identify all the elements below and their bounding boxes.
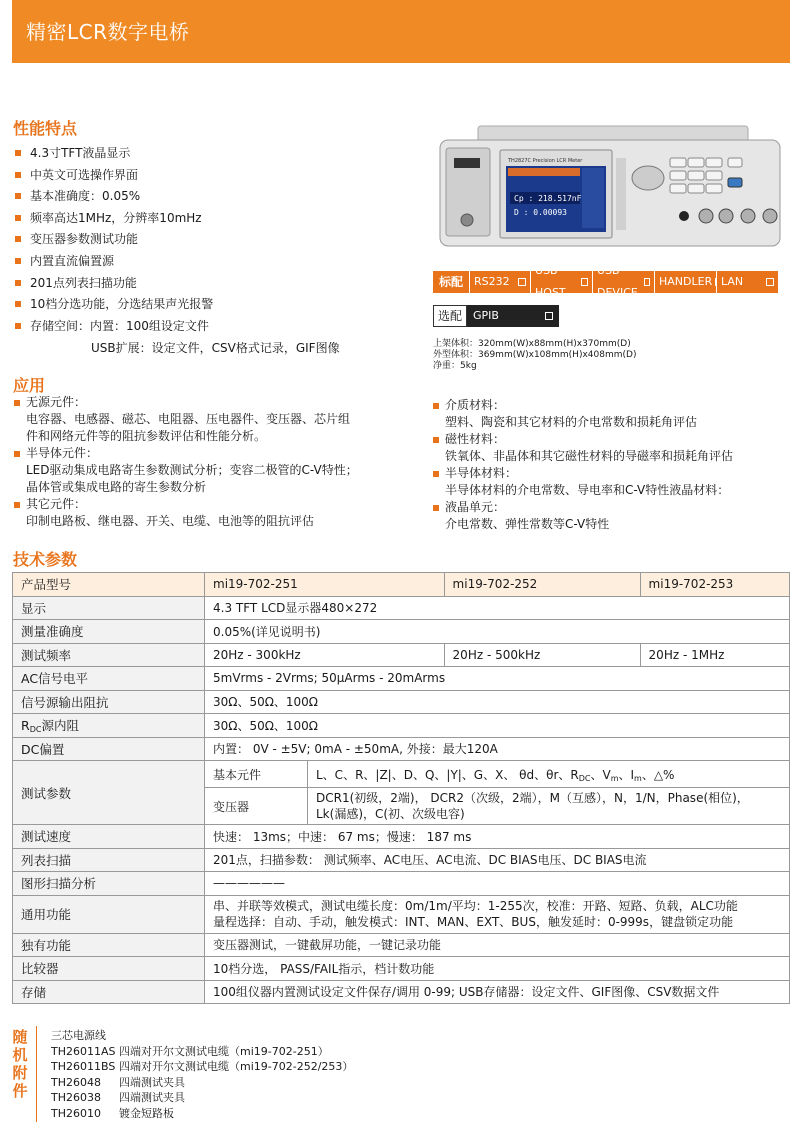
applications-title: 应用 xyxy=(13,376,46,395)
app-body: 铁氧体、非晶体和其它磁性材料的导磁率和损耗角评估 xyxy=(445,449,734,463)
spec-value: 变压器测试，一键截屏功能，一键记录功能 xyxy=(205,933,790,957)
checkbox-icon xyxy=(581,278,588,286)
accessories-list xyxy=(51,1028,353,1121)
bullet-square-icon xyxy=(14,451,20,457)
table-row xyxy=(13,737,790,761)
table-row xyxy=(13,957,790,981)
checkbox-icon xyxy=(545,312,553,320)
spec-value: 串、并联等效模式，测试电缆长度：0m/1m/平均：1-255次，校准：开路、短路、负载，ALC功能 量程选择：自动、手动，触发模式：INT、MAN、EXT、BUS，触发延时：0-999s，键盘锁定功能 xyxy=(205,895,790,933)
bullet-square-icon xyxy=(15,172,21,178)
feature-usb-extra: USB扩展：设定文件，CSV格式记录，GIF图像 xyxy=(91,341,340,355)
bullet-square-icon xyxy=(433,505,439,511)
bullet-square-icon xyxy=(15,280,21,286)
spec-sublabel: 基本元件 xyxy=(205,761,308,788)
table-row xyxy=(13,690,790,714)
spec-label: DC偏置 xyxy=(13,737,205,761)
spec-model: mi19-702-252 xyxy=(444,573,640,597)
spec-label: 信号源输出阻抗 xyxy=(13,690,205,714)
spec-value: —————— xyxy=(205,872,790,896)
app-heading: 液晶单元： xyxy=(433,499,733,516)
features-list xyxy=(14,143,213,337)
table-row xyxy=(13,848,790,872)
spec-label: 测试频率 xyxy=(13,643,205,667)
feature-item: 4.3寸TFT液晶显示 xyxy=(14,143,213,165)
rack-dimensions: 上架体积：320mm(W)x88mm(H)x370mm(D) xyxy=(433,339,631,349)
app-body: 晶体管或集成电路的寄生参数分析 xyxy=(26,480,207,494)
app-body: 件和网络元件等的阻抗参数评估和性能分析。 xyxy=(26,429,267,443)
app-heading: 磁性材料： xyxy=(433,431,733,448)
table-row xyxy=(13,643,790,667)
app-heading: 其它元件： xyxy=(14,496,358,513)
app-heading: 半导体材料： xyxy=(433,465,733,482)
standard-options-label: 标配 xyxy=(433,271,469,293)
spec-label: 独有功能 xyxy=(13,933,205,957)
table-row xyxy=(13,933,790,957)
table-row xyxy=(13,620,790,644)
accessories-divider xyxy=(36,1026,37,1122)
bullet-square-icon xyxy=(15,323,21,329)
spec-label: 测试参数 xyxy=(13,761,205,825)
bullet-square-icon xyxy=(433,437,439,443)
app-body: 电容器、电感器、磁芯、电阻器、压电器件、变压器、芯片组 xyxy=(26,412,351,426)
list-item: TH26011BS 四端对开尔文测试电缆（mi19-702-252/253） xyxy=(51,1060,354,1073)
spec-sublabel: 变压器 xyxy=(205,788,308,825)
spec-value: 10档分选， PASS/FAIL指示，档计数功能 xyxy=(205,957,790,981)
spec-label: 显示 xyxy=(13,596,205,620)
spec-label: AC信号电平 xyxy=(13,667,205,691)
list-item: 三芯电源线 xyxy=(51,1029,106,1042)
option-usb-device: USB DEVICE xyxy=(592,271,654,293)
device-screen-cp: Cp : 218.517nF xyxy=(514,194,582,203)
device-model-text: TH2827C Precision LCR Meter xyxy=(508,158,583,164)
bullet-square-icon xyxy=(15,193,21,199)
list-item: TH26038 四端测试夹具 xyxy=(51,1091,185,1104)
bullet-square-icon xyxy=(15,236,21,242)
checkbox-icon xyxy=(518,278,526,286)
bullet-square-icon xyxy=(433,403,439,409)
spec-value: 0.05%(详见说明书) xyxy=(205,620,790,644)
bullet-square-icon xyxy=(15,258,21,264)
applications-right xyxy=(433,397,733,533)
spec-value: 4.3 TFT LCD显示器480×272 xyxy=(205,596,790,620)
bullet-square-icon xyxy=(15,215,21,221)
checkbox-icon xyxy=(766,278,774,286)
list-item: TH26011AS 四端对开尔文测试电缆（mi19-702-251） xyxy=(51,1044,329,1058)
spec-label: 测量准确度 xyxy=(13,620,205,644)
app-heading: 介质材料： xyxy=(433,397,733,414)
feature-item: 201点列表扫描功能 xyxy=(14,273,213,295)
bullet-square-icon xyxy=(14,502,20,508)
spec-label: 图形扫描分析 xyxy=(13,872,205,896)
list-item: TH26048 四端测试夹具 xyxy=(51,1075,185,1089)
app-heading: 无源元件： xyxy=(14,394,358,411)
spec-model: mi19-702-253 xyxy=(640,573,789,597)
app-body: LED驱动集成电路寄生参数测试分析；变容二极管的C-V特性； xyxy=(26,463,358,477)
spec-label: 通用功能 xyxy=(13,895,205,933)
lcr-meter-illustration xyxy=(436,118,784,252)
bullet-square-icon xyxy=(14,400,20,406)
feature-item: 频率高达1MHz，分辨率10mHz xyxy=(14,208,213,230)
page-title: 精密LCR数字电桥 xyxy=(26,20,190,44)
app-body: 印制电路板、继电器、开关、电缆、电池等的阻抗评估 xyxy=(26,514,315,528)
feature-item: 10档分选功能，分选结果声光报警 xyxy=(14,294,213,316)
features-title: 性能特点 xyxy=(13,119,78,138)
checkbox-icon xyxy=(644,278,650,286)
spec-label: 测试速度 xyxy=(13,825,205,849)
net-weight: 净重：5kg xyxy=(433,361,477,371)
optional-options xyxy=(433,305,559,327)
app-body: 介电常数、弹性常数等C-V特性 xyxy=(445,517,610,531)
specs-title: 技术参数 xyxy=(13,550,78,569)
spec-value: 30Ω、50Ω、100Ω xyxy=(205,714,790,738)
list-item: TH26010 镀金短路板 xyxy=(51,1106,174,1120)
feature-item: 内置直流偏置源 xyxy=(14,251,213,273)
option-usb-host: USB HOST xyxy=(530,271,592,293)
table-row xyxy=(13,761,790,788)
spec-label: $R_{DC}$源内阻 xyxy=(13,714,205,738)
option-handler: HANDLER xyxy=(654,271,716,293)
spec-label: 列表扫描 xyxy=(13,848,205,872)
app-body: 塑料、陶瓷和其它材料的介电常数和损耗角评估 xyxy=(445,415,698,429)
app-body: 半导体材料的介电常数、导电率和C-V特性液晶材料： xyxy=(445,483,730,497)
spec-value: 20Hz - 300kHz xyxy=(205,643,445,667)
table-row xyxy=(13,573,790,597)
table-row xyxy=(13,980,790,1004)
spec-value: L、C、R、|Z|、D、Q、|Y|、G、X、 θd、θr、$R_{DC}$、$V_m$、$I_m$、△% xyxy=(308,761,790,788)
table-row xyxy=(13,714,790,738)
spec-value: 100组仪器内置测试设定文件保存/调用 0-99; USB存储器：设定文件、GIF图像、CSV数据文件 xyxy=(205,980,790,1004)
option-gpib: GPIB xyxy=(467,305,559,327)
outer-dimensions: 外型体积：369mm(W)x108mm(H)x408mm(D) xyxy=(433,350,637,360)
bullet-square-icon xyxy=(433,471,439,477)
feature-item: 中英文可选操作界面 xyxy=(14,165,213,187)
spec-label: 产品型号 xyxy=(13,573,205,597)
optional-options-label: 选配 xyxy=(433,305,467,327)
applications-left xyxy=(14,394,358,530)
spec-value: 201点，扫描参数： 测试频率、AC电压、AC电流、DC BIAS电压、DC BIAS电流 xyxy=(205,848,790,872)
table-row xyxy=(13,872,790,896)
device-screen-d: D : 0.00093 xyxy=(514,208,567,217)
spec-value: 内置： 0V - ±5V; 0mA - ±50mA, 外接：最大120A xyxy=(205,737,790,761)
header-bar xyxy=(12,0,790,63)
specs-table xyxy=(12,572,790,1004)
spec-value: 30Ω、50Ω、100Ω xyxy=(205,690,790,714)
bullet-square-icon xyxy=(15,150,21,156)
table-row xyxy=(13,825,790,849)
table-row xyxy=(13,667,790,691)
spec-model: mi19-702-251 xyxy=(205,573,445,597)
option-lan: LAN xyxy=(716,271,778,293)
dimensions xyxy=(433,339,636,372)
accessories-title: 随 机 附 件 xyxy=(12,1028,28,1100)
option-rs232: RS232 xyxy=(469,271,530,293)
spec-value: 5mVrms - 2Vrms; 50μArms - 20mArms xyxy=(205,667,790,691)
feature-item: 存储空间：内置：100组设定文件 xyxy=(14,316,213,338)
spec-label: 存储 xyxy=(13,980,205,1004)
bullet-square-icon xyxy=(15,301,21,307)
spec-label: 比较器 xyxy=(13,957,205,981)
standard-options xyxy=(433,264,778,299)
app-heading: 半导体元件： xyxy=(14,445,358,462)
feature-item: 变压器参数测试功能 xyxy=(14,229,213,251)
spec-value: DCR1(初级，2端)， DCR2（次级，2端），M（互感），N，1/N，Phase(相位)， Lk(漏感)，C(初、次级电容) xyxy=(308,788,790,825)
feature-item: 基本准确度：0.05% xyxy=(14,186,213,208)
table-row xyxy=(13,895,790,933)
table-row xyxy=(13,596,790,620)
spec-value: 20Hz - 500kHz xyxy=(444,643,640,667)
spec-value: 快速： 13ms；中速： 67 ms；慢速： 187 ms xyxy=(205,825,790,849)
spec-value: 20Hz - 1MHz xyxy=(640,643,789,667)
